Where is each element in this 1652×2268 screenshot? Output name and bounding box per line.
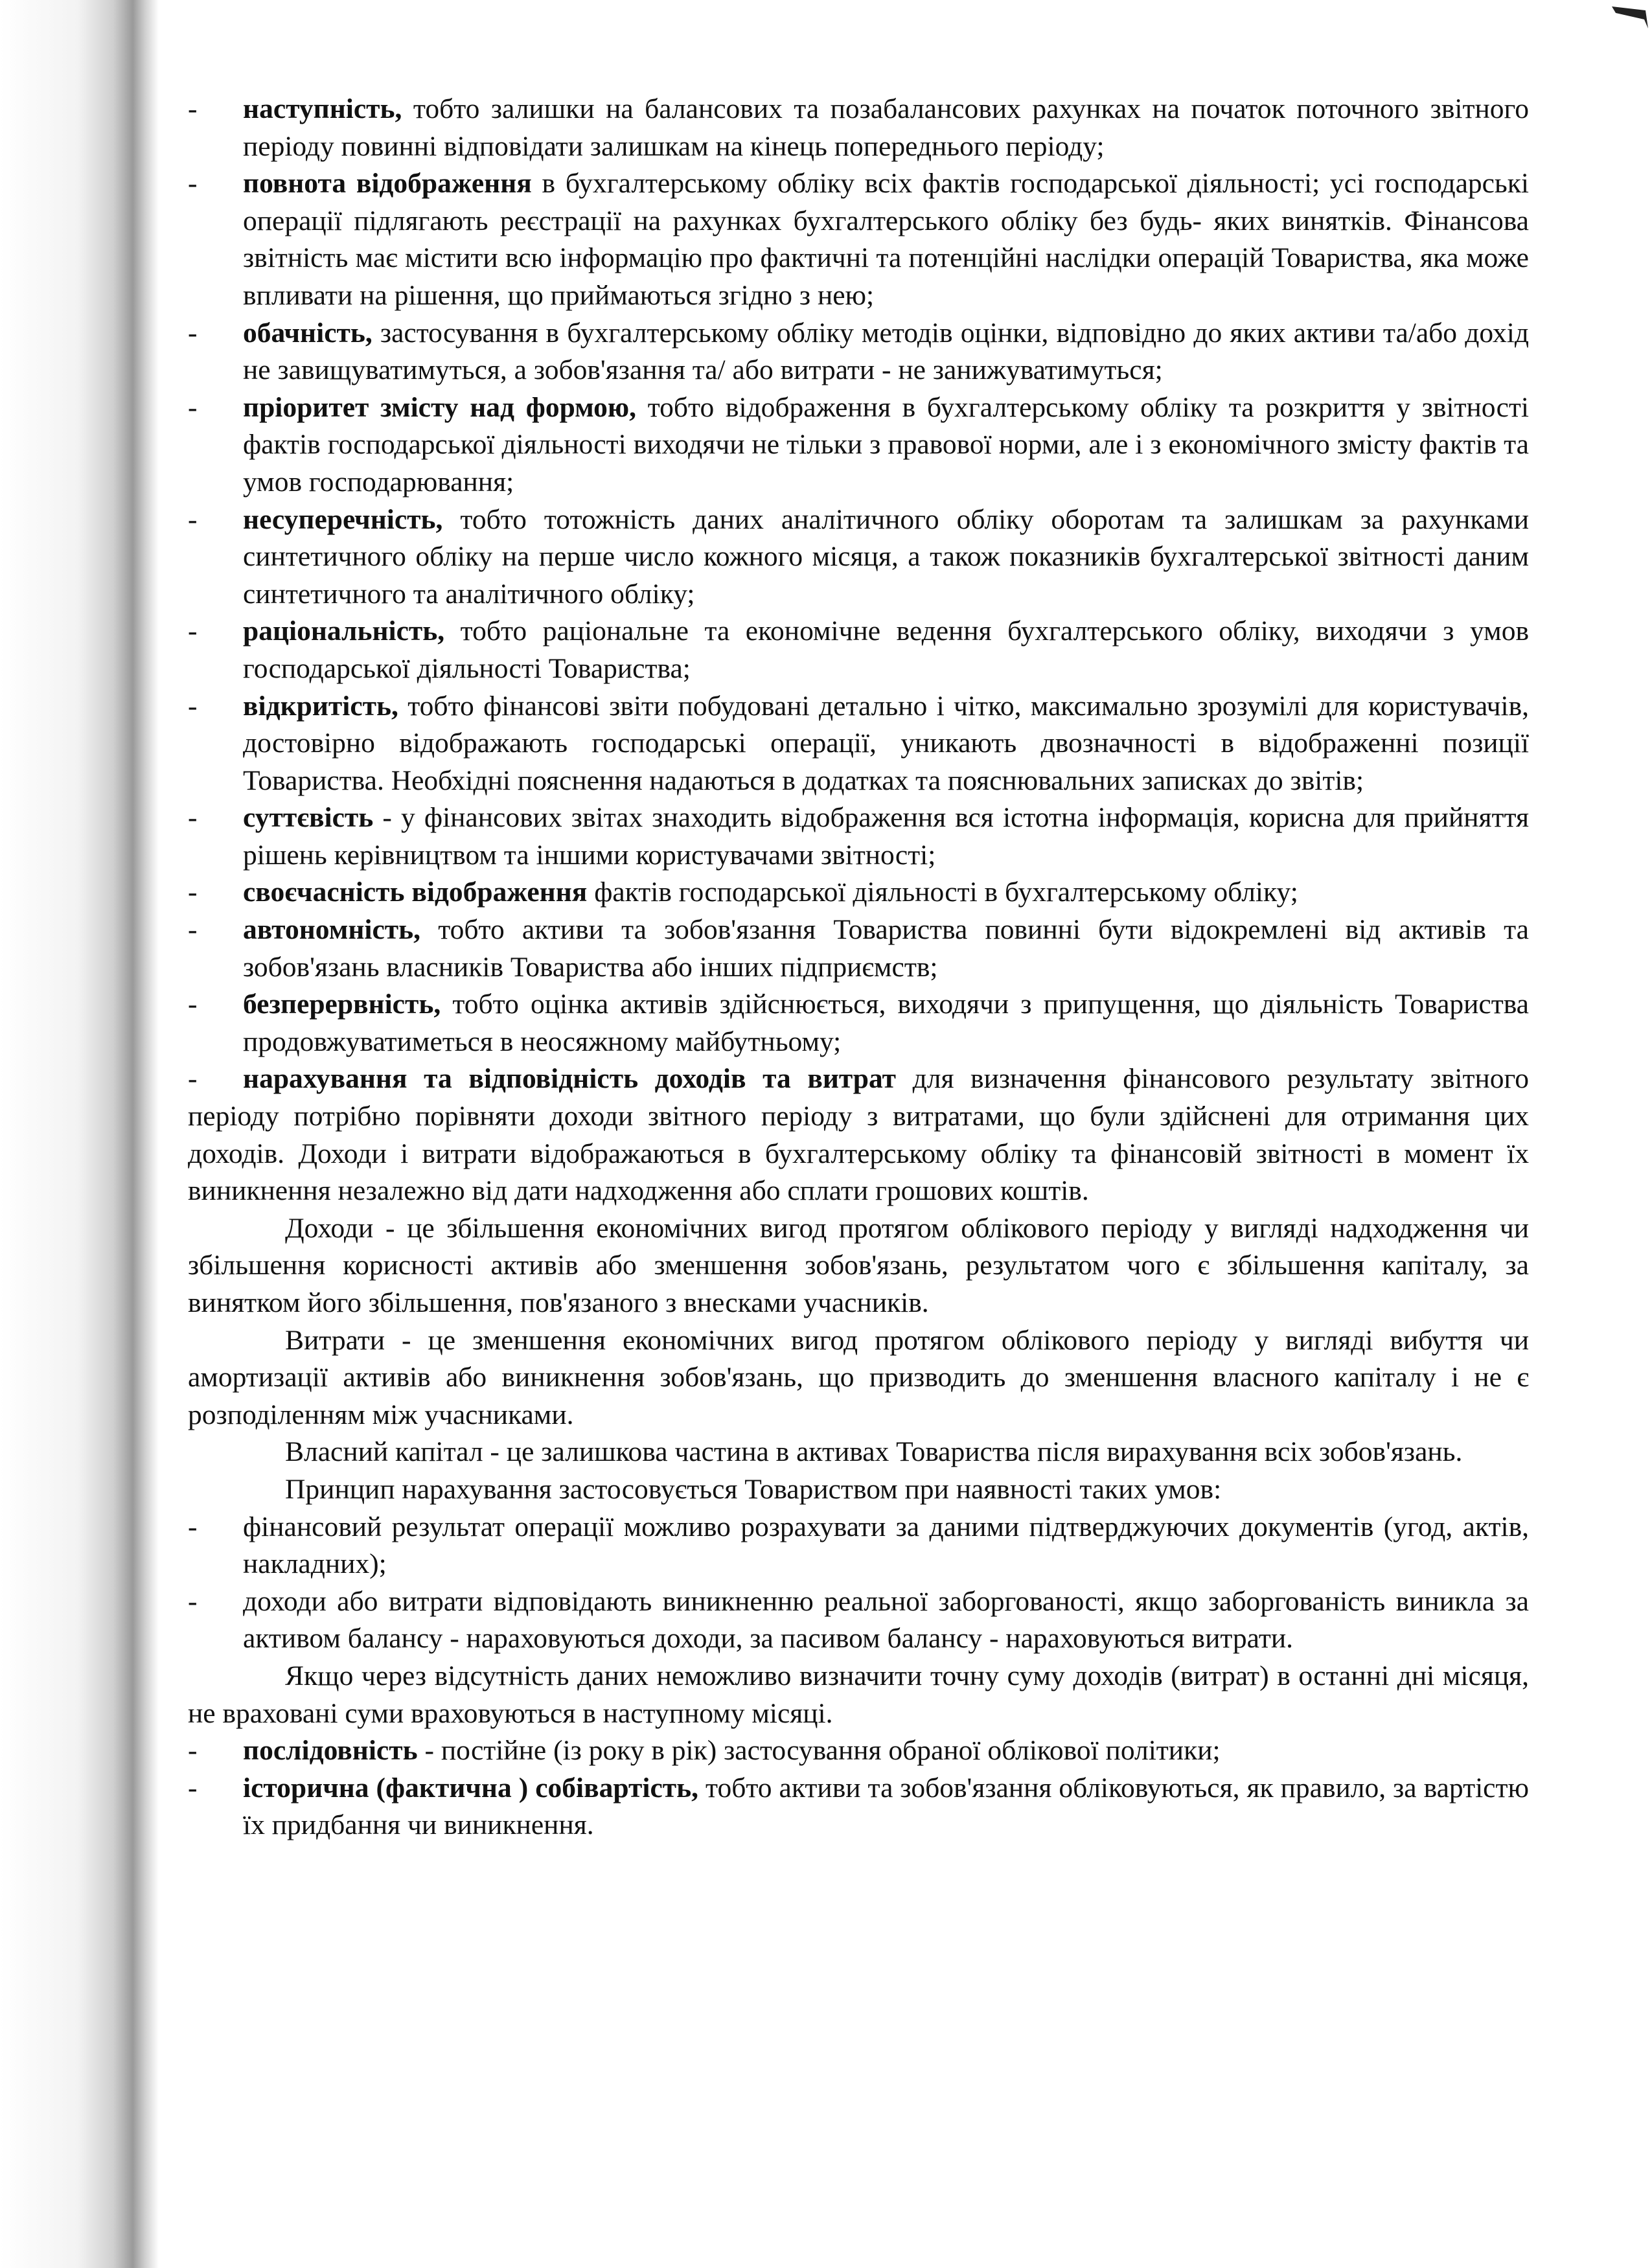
principle-item bbox=[188, 911, 1529, 986]
principle-item bbox=[188, 389, 1529, 501]
principle-term: історична (фактична ) собівартість, bbox=[243, 1772, 699, 1804]
bullet-dash: - bbox=[188, 168, 198, 200]
bullet-dash: - bbox=[188, 391, 198, 423]
missing-data-paragraph: Якщо через відсутність даних неможливо визначити точну суму доходів (витрат) в останні дні місяця, не враховані суми враховуються в наступному місяці. bbox=[188, 1660, 1529, 1729]
principle-item bbox=[188, 613, 1529, 687]
bullet-dash: - bbox=[188, 1585, 198, 1617]
income-definition-paragraph: Доходи - це збільшення економічних вигод протягом облікового періоду у вигляді надходження чи збільшення корисності активів або зменшення зобов'язань, результатом чого є збільшення капіталу, за винятком його збільшення, пов'язаного з внесками учасників. bbox=[188, 1212, 1529, 1318]
bullet-dash: - bbox=[188, 615, 198, 647]
principle-item bbox=[188, 91, 1529, 165]
principle-text: в бухгалтерському обліку всіх фактів господарської діяльності; усі господарські операції підлягають реєстрації на рахунках бухгалтерського обліку без будь- яких винятків. Фінансова звітність має містити всю інформацію про фактичні та потенційні наслідки операцій Товариства, яка може впливати на рішення, що приймаються згідно з нею; bbox=[243, 168, 1529, 311]
principle-item bbox=[188, 986, 1529, 1060]
principle-term: нарахування та відповідність доходів та витрат bbox=[243, 1063, 896, 1095]
principle-term: наступність, bbox=[243, 93, 402, 124]
expenses-definition-paragraph: Витрати - це зменшення економічних вигод протягом облікового періоду у вигляді вибуття чи амортизації активів або виникнення зобов'язань, що призводить до зменшення власного капіталу і не є розподіленням між учасниками. bbox=[188, 1324, 1529, 1430]
principle-text: - постійне (із року в рік) застосування обраної облікової політики; bbox=[417, 1735, 1221, 1767]
bullet-dash: - bbox=[188, 317, 198, 349]
condition-text: фінансовий результат операції можливо розрахувати за даними підтверджуючих документів (угод, актів, накладних); bbox=[243, 1511, 1529, 1580]
bullet-dash: - bbox=[188, 876, 198, 908]
bullet-dash: - bbox=[188, 690, 198, 722]
condition-item bbox=[188, 1583, 1529, 1658]
condition-text: доходи або витрати відповідають виникненню реальної заборгованості, якщо заборгованість виникла за активом балансу - нараховуються доходи, за пасивом балансу - нараховуються витрати. bbox=[243, 1585, 1529, 1655]
principle-item bbox=[188, 1770, 1529, 1844]
principle-text: фактів господарської діяльності в бухгалтерському обліку; bbox=[587, 876, 1298, 908]
bullet-dash: - bbox=[188, 1772, 198, 1804]
principle-item bbox=[188, 501, 1529, 613]
scan-corner-mark bbox=[1607, 0, 1652, 36]
bullet-dash: - bbox=[188, 1735, 198, 1767]
principle-term: автономність, bbox=[243, 914, 421, 946]
bullet-dash: - bbox=[188, 802, 198, 834]
bullet-dash: - bbox=[188, 1511, 198, 1542]
bullet-dash: - bbox=[188, 1063, 198, 1095]
principle-text: застосування в бухгалтерському обліку методів оцінки, відповідно до яких активи та/або дохід не завищуватимуться, а зобов'язання та/ або витрати - не занижуватимуться; bbox=[243, 317, 1529, 386]
bullet-dash: - bbox=[188, 914, 198, 946]
bullet-dash: - bbox=[188, 93, 198, 124]
principle-term: пріоритет змісту над формою, bbox=[243, 391, 637, 423]
document-body bbox=[188, 91, 1529, 1844]
principle-item bbox=[188, 165, 1529, 314]
principle-term: відкритість, bbox=[243, 690, 398, 722]
principle-text: тобто оцінка активів здійснюється, виходячи з припущення, що діяльність Товариства продовжуватиметься в неосяжному майбутньому; bbox=[243, 989, 1529, 1057]
scan-binding-shadow bbox=[0, 0, 159, 2268]
principle-text: - у фінансових звітах знаходить відображення вся істотна інформація, корисна для прийняття рішень керівництвом та іншими користувачами звітності; bbox=[243, 802, 1529, 871]
equity-definition-paragraph: Власний капітал - це залишкова частина в активах Товариства після вирахування всіх зобов'язань. bbox=[285, 1436, 1463, 1468]
principle-text: тобто раціональне та економічне ведення бухгалтерського обліку, виходячи з умов господарської діяльності Товариства; bbox=[243, 615, 1529, 684]
principle-text: тобто активи та зобов'язання обліковуються, як правило, за вартістю їх придбання чи виникнення. bbox=[243, 1772, 1529, 1841]
accrual-principle-item bbox=[188, 1060, 1529, 1209]
principle-item bbox=[188, 315, 1529, 389]
principle-term: несуперечність, bbox=[243, 503, 443, 535]
principle-term: обачність, bbox=[243, 317, 373, 349]
principle-text: тобто фінансові звіти побудовані детально і чітко, максимально зрозумілі для користувачів, достовірно відображають господарські операції, уникають двозначності в відображенні позиції Товариства. Необхідні пояснення надаються в додатках та пояснювальних записках до звітів; bbox=[243, 690, 1529, 796]
principle-item bbox=[188, 688, 1529, 800]
principle-term: повнота відображення bbox=[243, 168, 532, 200]
bullet-dash: - bbox=[188, 989, 198, 1020]
principle-item bbox=[188, 874, 1529, 911]
bullet-dash: - bbox=[188, 503, 198, 535]
principle-term: своєчасність відображення bbox=[243, 876, 588, 908]
principle-text: тобто тотожність даних аналітичного обліку оборотам та залишкам за рахунками синтетичного обліку на перше число кожного місяця, а також показників бухгалтерської звітності даним синтетичного та аналітичного обліку; bbox=[243, 503, 1529, 610]
principle-text: для визначення фінансового результату звітного періоду потрібно порівняти доходи звітного періоду з витратами, що були здійснені для отримання цих доходів. Доходи і витрати відображаються в бухгалтерському обліку та фінансовій звітності в момент їх виникнення незалежно від дати надходження або сплати грошових коштів. bbox=[188, 1063, 1529, 1207]
principle-term: безперервність, bbox=[243, 989, 441, 1020]
principle-item bbox=[188, 799, 1529, 874]
principle-term: послідовність bbox=[243, 1735, 418, 1767]
condition-item bbox=[188, 1509, 1529, 1583]
principle-text: тобто активи та зобов'язання Товариства повинні бути відокремлені від активів та зобов'язань власників Товариства або інших підприємств; bbox=[243, 914, 1529, 983]
principle-term: суттєвість bbox=[243, 802, 374, 834]
accrual-conditions-intro: Принцип нарахування застосовується Товариством при наявності таких умов: bbox=[285, 1473, 1222, 1505]
principle-text: тобто відображення в бухгалтерському обліку та розкриття у звітності фактів господарської діяльності виходячи не тільки з правової норми, але і з економічного змісту фактів та умов господарювання; bbox=[243, 391, 1529, 498]
principle-text: тобто залишки на балансових та позабалансових рахунках на початок поточного звітного періоду повинні відповідати залишкам на кінець попереднього періоду; bbox=[243, 93, 1529, 162]
principle-item bbox=[188, 1732, 1529, 1770]
principle-term: раціональність, bbox=[243, 615, 445, 647]
